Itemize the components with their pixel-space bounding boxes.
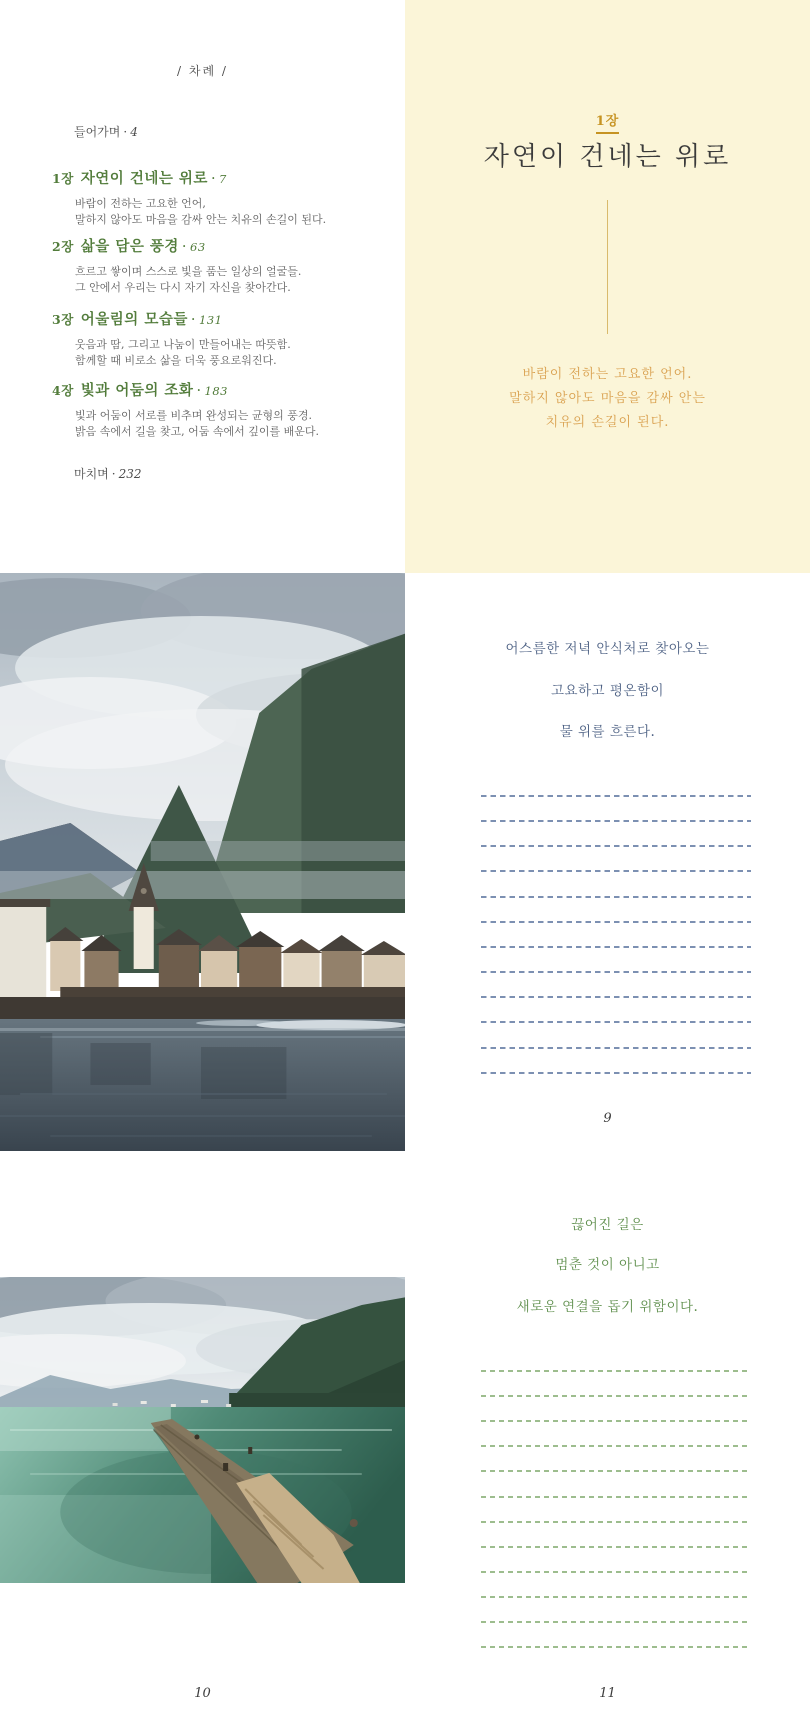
ruled-line	[481, 1521, 751, 1523]
ruled-line	[481, 1021, 751, 1023]
toc-intro-page: 4	[130, 125, 138, 139]
ruled-line	[481, 921, 751, 923]
toc-chapter-4	[52, 379, 319, 440]
chapter-title-heading: 자연이 건네는 위로	[483, 142, 732, 172]
chapter-page: 63	[190, 240, 206, 254]
journal-text-line: 어스름한 저녁 안식처로 찾아오는	[505, 641, 710, 657]
ruled-line	[481, 1571, 751, 1573]
chapter-quote	[405, 363, 810, 435]
ruled-line	[481, 1621, 751, 1623]
toc-chapter-title	[52, 167, 326, 188]
ruled-line	[481, 1047, 751, 1049]
ruled-line	[481, 896, 751, 898]
chapter-number: 4장	[52, 383, 74, 398]
ruled-line	[481, 795, 751, 797]
ruled-line	[481, 845, 751, 847]
chapter-page: 131	[199, 313, 223, 327]
chapter-number-badge: 1장	[596, 110, 620, 134]
ruled-line	[481, 1420, 751, 1422]
toc-intro-label: 들어가며	[74, 125, 121, 139]
toc-intro-entry	[74, 123, 138, 140]
ruled-line	[481, 1370, 751, 1372]
ruled-line	[481, 870, 751, 872]
ruled-line	[481, 1546, 751, 1548]
chapter-desc: 말하지 않아도 마음을 감싸 안는 치유의 손길이 된다.	[75, 213, 327, 226]
ruled-line	[481, 1496, 751, 1498]
toc-separator: ·	[123, 125, 128, 139]
toc-page	[0, 0, 405, 573]
chapter-title: 어울림의 모습들	[80, 311, 188, 328]
journal-text-line: 물 위를 흐른다.	[559, 724, 656, 740]
toc-separator: ·	[190, 312, 196, 328]
quote-line: 바람이 전하는 고요한 언어.	[522, 367, 693, 382]
toc-chapter-title	[52, 308, 291, 329]
toc-separator: ·	[181, 239, 188, 255]
chapter-desc: 바람이 전하는 고요한 언어,	[75, 197, 206, 210]
chapter-desc: 함께할 때 비로소 삶을 더욱 풍요로워진다.	[75, 354, 277, 367]
ruled-line	[481, 1445, 751, 1447]
chapter-desc: 빛과 어둠이 서로를 비추며 완성되는 균형의 풍경.	[75, 409, 312, 422]
quote-line: 말하지 않아도 마음을 감싸 안는	[509, 391, 706, 406]
toc-outro-entry	[74, 465, 142, 482]
ruled-line	[481, 820, 751, 822]
chapter-number-wrap	[405, 110, 810, 134]
ruled-line	[481, 1646, 751, 1648]
journal-text-line: 고요하고 평온함이	[550, 683, 665, 699]
toc-outro-label: 마치며	[74, 467, 109, 481]
journal-text-line: 멈춘 것이 아니고	[555, 1257, 660, 1273]
ruled-line	[481, 1596, 751, 1598]
journal-text-line: 새로운 연결을 돕기 위함이다.	[516, 1299, 699, 1315]
decorative-vertical-line	[607, 200, 608, 334]
toc-header: / 차례 /	[177, 64, 228, 78]
toc-chapter-3	[52, 308, 291, 369]
photo-page-left	[0, 573, 405, 1151]
toc-chapter-title	[52, 379, 319, 400]
ruled-line	[481, 1395, 751, 1397]
toc-chapter-1	[52, 167, 326, 228]
chapter-page: 7	[219, 172, 227, 186]
hallstatt-village-lake-photo	[0, 573, 407, 1151]
chapter-title: 자연이 건네는 위로	[80, 170, 208, 187]
chapter-number: 3장	[52, 312, 74, 327]
chapter-desc: 웃음과 땀, 그리고 나눔이 만들어내는 따뜻함.	[75, 338, 291, 351]
hallstatt-lake-dock-photo	[0, 1277, 407, 1583]
page-number: 9	[603, 1111, 612, 1126]
journal-page-9	[405, 573, 810, 1151]
journal-text-line: 끊어진 길은	[571, 1217, 644, 1233]
chapter-desc: 밝음 속에서 길을 찾고, 어둠 속에서 깊이를 배운다.	[75, 425, 319, 438]
page-number: 11	[599, 1686, 616, 1701]
ruled-line	[481, 996, 751, 998]
chapter-page: 183	[204, 384, 228, 398]
toc-separator: ·	[210, 171, 217, 187]
chapter-desc: 흐르고 쌓이며 스스로 빛을 품는 일상의 얼굴들.	[75, 265, 302, 278]
journal-page-11	[405, 1151, 810, 1724]
toc-separator: ·	[196, 383, 202, 399]
chapter-title: 빛과 어둠의 조화	[80, 382, 194, 399]
ruled-line	[481, 1072, 751, 1074]
chapter-number: 1장	[52, 171, 74, 186]
toc-chapter-2	[52, 235, 301, 296]
toc-chapter-title	[52, 235, 301, 256]
toc-outro-page: 232	[118, 467, 142, 481]
page-number: 10	[194, 1686, 211, 1701]
ruled-line	[481, 946, 751, 948]
chapter-number: 2장	[52, 239, 74, 254]
photo-page-10	[0, 1151, 405, 1724]
ruled-line	[481, 971, 751, 973]
quote-line: 치유의 손길이 된다.	[545, 415, 670, 430]
chapter-title: 삶을 담은 풍경	[80, 238, 179, 255]
toc-separator: ·	[111, 467, 116, 481]
chapter-opener-page	[405, 0, 810, 573]
chapter-desc: 그 안에서 우리는 다시 자기 자신을 찾아간다.	[75, 281, 291, 294]
ruled-line	[481, 1470, 751, 1472]
